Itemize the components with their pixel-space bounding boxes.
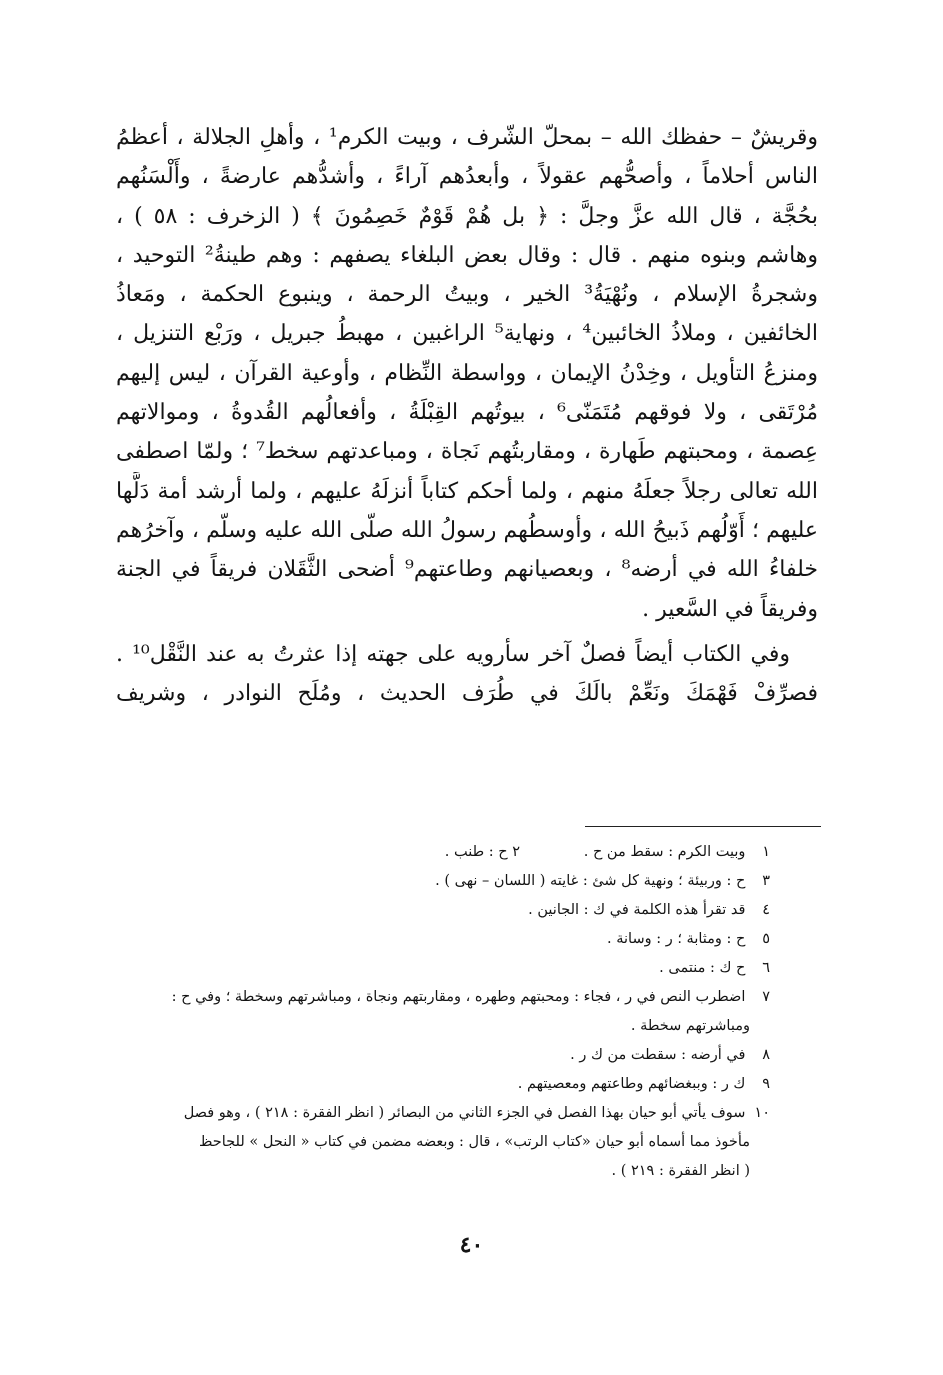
footnote-number: ٩ xyxy=(762,1076,770,1092)
footnote-item xyxy=(110,1070,770,1099)
footnote-number: ٢ xyxy=(512,844,520,860)
footnote-text: وبيت الكرم : سقط من ح . xyxy=(583,844,746,860)
paragraph-2 xyxy=(116,635,818,714)
text-line: الناس أحلاماً ، وأصحُّهم عقولاً ، وأبعدُهم آراءً ، وأشدُّهم عارضةً ، وأَلْسَنُهم xyxy=(116,164,818,190)
footnote-text: ح : وربيئة ؛ ونهية كل شئ : غايته ( اللسان – نهى ) . xyxy=(435,873,746,889)
footnote-text: ( انظر الفقرة : ٢١٩ ) . xyxy=(611,1163,750,1179)
footnote-text: ك ر : وببغضائهم وطاعتهم ومعصيتهم . xyxy=(517,1076,746,1092)
footnote-number: ٨ xyxy=(762,1047,770,1063)
footnote-item xyxy=(110,896,770,925)
footnotes xyxy=(110,838,770,1186)
footnote-text: مأخوذ مما أسماه أبو حيان «كتاب الرتب» ، قال : وبعضه مضمن في كتاب « النحل » للجاحظ xyxy=(199,1134,750,1150)
footnote-number: ١ xyxy=(762,844,770,860)
footnote-continuation xyxy=(110,1157,770,1186)
text-line: الخائفين ، وملاذُ الخائبين⁴ ، ونهاية⁵ الراغبين ، مهبطُ جبريل ، ورَبْع التنزيل ، xyxy=(116,321,818,347)
footnote-number: ١٠ xyxy=(754,1105,770,1121)
footnote-continuation xyxy=(110,1012,770,1041)
text-line: وهاشم وبنوه منهم . قال : وقال بعض البلغاء يصفهم : وهم طينةُ² التوحيد ، xyxy=(116,242,818,268)
footnote-inline xyxy=(445,838,520,867)
footnote-text: قد تقرأ هذه الكلمة في ك : الجانين . xyxy=(528,902,746,918)
footnote-item xyxy=(110,1041,770,1070)
text-line: فصرِّفْ فَهْمَكَ ونَعِّمْ بالَكَ في طُرَف الحديث ، ومُلَح النوادر ، وشريف xyxy=(116,681,818,707)
footnote-text: اضطرب النص في ر ، فجاء : ومحبتهم وطهره ، ومقاربتهم ونجاة ، ومباشرتهم وسخطة ؛ وفي ح : xyxy=(171,989,746,1005)
footnote-number: ٧ xyxy=(762,989,770,1005)
footnote-number: ٦ xyxy=(762,960,770,976)
footnote-text: ومباشرتهم سخطة . xyxy=(630,1018,750,1034)
footnote-continuation xyxy=(110,1128,770,1157)
footnote-item xyxy=(110,867,770,896)
footnote-item xyxy=(110,1099,770,1128)
footnote-item xyxy=(110,954,770,983)
footnote-item xyxy=(110,983,770,1012)
text-line: وفريقاً في السَّعير . xyxy=(642,596,818,622)
footnote-separator xyxy=(585,826,821,827)
footnote-text: في أرضه : سقطت من ك ر . xyxy=(570,1047,746,1063)
page-number: ٤٠ xyxy=(459,1232,484,1258)
footnote-text: ح : ومثابة ؛ ر : وسانة . xyxy=(607,931,746,947)
footnote-number: ٣ xyxy=(762,873,770,889)
text-line: ومنزعُ التأويل ، وخِدْنُ الإيمان ، وواسطة النِّظام ، وأوعية القرآن ، ليس إليهم xyxy=(116,360,818,386)
text-line: وفي الكتاب أيضاً فصلٌ آخر سأرويه على جهته إذا عثرتُ به عند النَّقْل¹⁰ . xyxy=(116,641,790,667)
text-line: عِصمة ، ومحبتهم طَهارة ، ومقاربتُهم نَجاة ، ومباعدتهم سخط⁷ ؛ ولمّا اصطفى xyxy=(116,439,818,465)
text-line: وشجرةُ الإسلام ، ونُهْيَةُ³ الخير ، وبيتُ الرحمة ، وينبوع الحكمة ، ومَعاذُ xyxy=(116,282,818,308)
footnote-item xyxy=(110,925,770,954)
footnote-text: ح : طنب . xyxy=(444,844,508,860)
text-line: عليهم ؛ أَوّلُهم ذَبيحُ الله ، وأوسطُهم رسولُ الله صلّى الله عليه وسلّم ، وآخرُهم xyxy=(116,517,818,543)
text-line: وقريشٌ – حفظك الله – بمحلّ الشّرف ، وبيت الكرم¹ ، وأهلِ الجلالة ، أعظمُ xyxy=(116,125,818,150)
footnote-text: ح ك : منتمى . xyxy=(659,960,746,976)
footnote-item xyxy=(110,838,770,867)
main-text xyxy=(116,118,818,713)
footnote-text: سوف يأتي أبو حيان بهذا الفصل في الجزء الثاني من البصائر ( انظر الفقرة : ٢١٨ ) ، وهو فصل xyxy=(183,1105,746,1121)
text-line: مُرْتَقى ، ولا فوقهم مُتَمَنّى⁶ ، بيوتُهم القِبْلَةُ ، وأفعالُهم القُدوةُ ، وموالاتهم xyxy=(116,400,818,426)
text-line: بحُجَّة ، قال الله عزَّ وجلَّ : ﴿ بل هُمْ قَوْمٌ خَصِمُونَ ﴾ ( الزخرف : ٥٨ ) ، xyxy=(116,203,818,229)
text-line: خلفاءُ الله في أرضه⁸ ، وبعصيانهم وطاعتهم⁹ أضحى الثَّقَلان فريقاً في الجنة xyxy=(116,557,818,583)
footnote-number: ٤ xyxy=(762,902,770,918)
paragraph-1 xyxy=(116,118,818,629)
text-line: الله تعالى رجلاً جعلَهُ منهم ، ولما أحكم كتاباً أنزلَهُ عليهم ، ولما أرشد أمة دَلَّها xyxy=(116,478,818,504)
footnote-number: ٥ xyxy=(762,931,770,947)
